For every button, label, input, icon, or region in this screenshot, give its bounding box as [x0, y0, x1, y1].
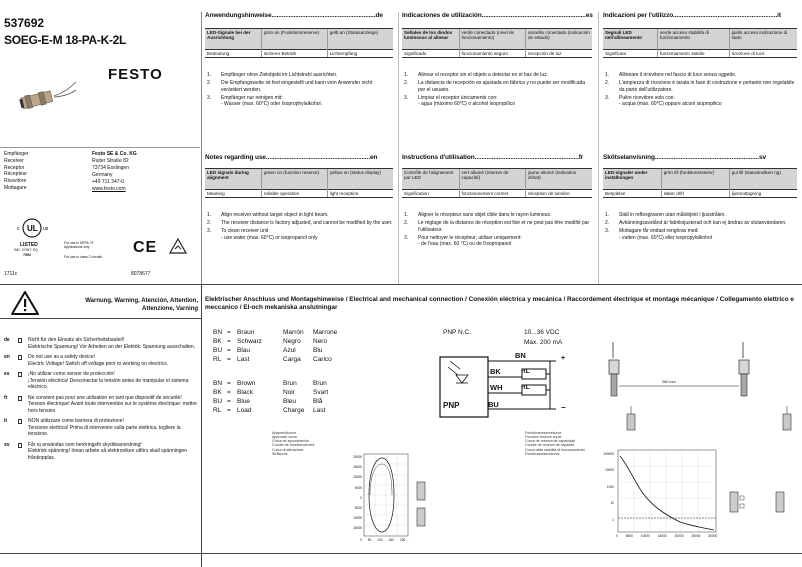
nfpa-note: For use in NFPA 79 Applications only — [64, 241, 94, 250]
curve2-sensor-drawing — [728, 488, 788, 518]
meaning-yellow: ricezione di luce — [729, 49, 797, 57]
festo-logo: FESTO — [108, 66, 163, 83]
wire-row: RL = Last Carga Carico — [213, 356, 332, 364]
electrical-title: Elektrischer Anschluss und Montagehinweise / Electrical and mechanical connection / Conexión eléctrica y mecánica / Raccordement électrique et montage mécanique / Collegamento elettrico e meccanico / El-och mekaniska anslutningar — [205, 296, 794, 312]
company-address — [92, 151, 137, 193]
tick-label: 20000 — [353, 455, 362, 459]
tick-label: 10000 — [605, 468, 614, 473]
led-green: verde conectado (nivel de funcionamiento) — [459, 29, 526, 49]
list-item: 1. Align receiver without target object in light beam. — [207, 212, 329, 218]
rcm-mark-icon — [168, 237, 188, 257]
svg-text:c: c — [17, 226, 20, 232]
product-name: Récepteur — [4, 171, 28, 178]
dimension-label: 260 mm — [662, 380, 676, 384]
product-name: Receiver — [4, 157, 24, 164]
terminal-bn: BN — [515, 351, 526, 360]
product-name: Mottagare — [4, 184, 27, 191]
warning-item: fr Ne convient pas pour une utilisation en tant que dispositif de sécurité! Tension électrique! Avant toute intervention sur le système électrique: mettre hors tension. — [4, 394, 197, 414]
tick-label: 1000 — [606, 484, 614, 489]
section-title: Instructions d'utilisation.............................................................fr — [402, 154, 584, 161]
curve-label: Courbe de réserve de capacité — [525, 443, 575, 448]
list-item: 2. Avkänningsavstånd är fabriksjusterad och kan ej ändras av slutanvändaren. — [605, 220, 787, 226]
ul-sub-text: IND. CONT. EQ. — [14, 248, 39, 252]
curve-label: Approach curve — [272, 435, 298, 440]
tick-label: 1 — [612, 517, 614, 522]
meaning-green: sicherer Betrieb — [261, 49, 327, 57]
instruction-list — [605, 72, 795, 109]
pnp-nc-label: PNP N.C. — [443, 329, 472, 336]
tick-label: 30000 — [708, 534, 718, 538]
meaning-label: Betydelse — [603, 189, 661, 197]
section-en — [205, 154, 393, 282]
warning-item: en Do not use as a safety device! Electric Voltage! Switch off voltage prior to working on electrics. — [4, 354, 168, 367]
tick-label: 20000 — [674, 534, 684, 538]
instruction-list — [404, 72, 590, 109]
svg-text:UL: UL — [27, 224, 38, 233]
curve1-sensor-drawing — [414, 480, 428, 530]
led-green: grön till (funktionsreserv) — [661, 169, 729, 189]
led-header: Segnali LED nell'allineamento — [603, 29, 657, 49]
section-es — [402, 12, 592, 142]
led-header: LED-Signale bei der Ausrichtung — [205, 29, 261, 49]
curve1-labels — [272, 431, 314, 456]
curve-label: Ansprechkurve — [272, 431, 296, 435]
led-table — [205, 169, 393, 197]
led-yellow: gelb an (Statusanzeige) — [327, 29, 393, 49]
tick-label: 0 — [360, 538, 362, 542]
curve-label: Funktionsreservkurva — [525, 451, 560, 456]
meaning-label: Meaning — [205, 189, 261, 197]
list-item: 2. La distancia de recepción es ajustada en fábrica y no puede ser modificada por el usuario. — [404, 80, 586, 93]
meaning-yellow: recepción de luz — [526, 49, 593, 57]
list-item: 1. Alinear el receptor sin el objeto a detectar en el haz de luz. — [404, 72, 549, 78]
curve-label: Curva di attivazione — [272, 447, 304, 452]
warning-title: Warnung, Warning, Atención, Attention, Attenzione, Varning — [85, 298, 198, 313]
section-title: Anwendungshinweise.............................................................de — [205, 12, 383, 19]
company-web[interactable]: www.festo.com — [92, 186, 126, 192]
ul-listed-icon — [14, 218, 50, 244]
curve-label: Function reserve curve — [525, 435, 562, 440]
section-title: Indicaciones de utilización.............................................................es — [402, 12, 593, 19]
curve2-labels — [525, 431, 585, 456]
led-table — [603, 169, 797, 197]
instruction-list — [207, 72, 393, 109]
list-item: 2. Die Empfangsweite ist fest eingestellt und kann vom Anwender nicht verändert werden. — [207, 80, 373, 93]
meaning-yellow: light reception — [327, 189, 393, 197]
list-item: 3. To clean receiver unit - use water (max. 60°C) or isopropanol only — [207, 228, 318, 241]
function-reserve-chart — [600, 448, 720, 538]
led-yellow: yellow on (status display) — [327, 169, 393, 189]
company-phone: +49 711 347-0 — [92, 179, 125, 185]
ul-listed-text: LISTED — [20, 242, 38, 248]
led-green: verde acceso stabilità di funzionamento — [657, 29, 729, 49]
mounting-drawing — [603, 330, 797, 450]
class2-note: For use in class 2 circuits — [64, 255, 103, 259]
doc-code: 1711c — [4, 271, 18, 277]
wire-legend-2 — [213, 379, 328, 415]
led-yellow: gul till (statusindikeri ng) — [729, 169, 797, 189]
tick-label: 100000 — [603, 452, 614, 456]
led-table — [603, 29, 797, 57]
wire-row: BU = Blau Azul Blu — [213, 347, 323, 355]
pnp-label: PNP — [443, 401, 460, 410]
meaning-yellow: ljusmottagning — [729, 189, 797, 197]
wire-row: BN = Brown Brun Brun — [213, 380, 327, 387]
warning-item: de Nicht für den Einsatz als Sicherheitsbauteil! Elektrische Spannung! Vor Arbeiten an der Elektrik: Spannung ausschalten. — [4, 337, 196, 350]
product-name: Empfänger — [4, 151, 29, 157]
ul-code: 7992 — [23, 253, 31, 257]
tick-label: 10 — [610, 501, 614, 506]
sensor-image — [18, 76, 78, 116]
type-code: SOEG-E-M 18-PA-K-2L — [4, 33, 127, 47]
curve-label: Stråkurva — [272, 451, 288, 456]
list-item: 1. Aligner le récepteur sans objet cible dans le rayon lumineux. — [404, 212, 552, 218]
tick-label: 5000 — [354, 506, 362, 511]
curve2-y-ticks — [594, 446, 614, 528]
part-number: 537692 — [4, 16, 45, 30]
curve-label: Courbe de fonctionnement — [272, 443, 315, 448]
led-green: green on (function reserve) — [261, 169, 327, 189]
instruction-list — [404, 212, 590, 249]
led-green: vert allumé (réserve de capacité) — [459, 169, 526, 189]
led-yellow: giallo acceso indicazione di stato — [729, 29, 797, 49]
warning-triangle-icon — [10, 290, 40, 316]
tick-label: 25000 — [691, 534, 701, 538]
tick-label: 10000 — [353, 475, 362, 480]
curve1-y-ticks — [342, 452, 362, 534]
tick-label: 15000 — [657, 534, 667, 538]
wire-legend-1 — [213, 328, 337, 364]
led-header: Contrôle de l'alignement par LED — [402, 169, 459, 189]
list-item: 1. Empfänger ohne Zielobjekt im Lichtstrahl ausrichten. — [207, 72, 338, 78]
warning-item: sv Får ej användas som beröringsfri skyddsanordning! Elektrisk spänning! Innan arbete så elektroniken utförs skall spänningen frånkopplas. — [4, 441, 187, 461]
warning-item: es ¡No utilizar como sensor de protección! ¡Tensión eléctrica! Desconectar la tensión antes de manipular el sistema eléctrico. — [4, 371, 189, 390]
warning-item: it NON utilizzare come barriera di protezione! Tensione elettrica! Prima di intervenire sulla parte elettrica, togliere la tensione. — [4, 418, 181, 437]
section-sv — [603, 154, 797, 282]
curve1-x-ticks — [360, 538, 405, 542]
led-header: Señales de los diodos luminosos al alinear — [402, 29, 459, 49]
product-name: Receptor — [4, 164, 25, 171]
curve-label: Curva de aproximación — [272, 439, 309, 444]
instruction-list — [207, 212, 393, 243]
voltage-label: 10...36 VDC — [524, 329, 560, 336]
led-table — [402, 169, 592, 197]
tick-label: 10000 — [353, 516, 362, 521]
minus-sign: − — [561, 403, 566, 412]
wire-row: BK = Schwarz Negro Nero — [213, 338, 328, 346]
list-item: 3. Pulire ricevitore solo con: - acqua (max. 60°C) oppure alcool isopropilico — [605, 94, 722, 107]
list-item: 3. Empfänger nur reinigen mit: - Wasser (max. 60°C) oder Isoprophylalkohol. — [207, 94, 323, 107]
led-table — [205, 29, 393, 57]
led-table — [402, 29, 592, 57]
section-title: Indicazioni per l'utilizzo.............................................................it — [603, 12, 781, 19]
tick-label: 5000 — [354, 485, 362, 490]
led-header: LED signals during alignment — [205, 169, 261, 189]
instruction-list — [605, 212, 795, 243]
section-title: Notes regarding use.............................................................en — [205, 154, 378, 161]
led-yellow: jaune allumé (indication d'état) — [526, 169, 593, 189]
list-item: 3. Mottagare får endast rengöras med: - vatten (max. 60°C) eller isopropylalkohol — [605, 228, 712, 241]
company-city: 73734 Esslingen — [92, 165, 129, 171]
meaning-label: Bedeutung — [205, 49, 261, 57]
curve-label: Curva de reserva de capacidad — [525, 439, 575, 444]
svg-text:us: us — [43, 226, 49, 232]
product-name: Ricevitore — [4, 178, 27, 184]
company-country: Germany — [92, 172, 113, 178]
meaning-green: reliable operation — [261, 189, 327, 197]
meaning-yellow: Lichtempfang — [327, 49, 393, 57]
wire-row: BN = Braun Marrón Marrone — [213, 329, 338, 336]
wire-row: BU = Blue Bleu Blå — [213, 398, 323, 406]
tick-label: 15000 — [353, 465, 362, 470]
tick-label: 5000 — [625, 534, 633, 538]
meaning-label: Significado — [402, 49, 459, 57]
tick-label: 50 — [367, 538, 372, 542]
led-header: LED-signaler under inställningen — [603, 169, 661, 189]
list-item: 3. Limpiar el receptor únicamente con: - agua (máximo 60°C) o alcohol isopropílico — [404, 94, 516, 107]
list-item: 2. Le réglage de la distance de réception est fixé et ne peut pas être modifié par l'utilisateur. — [404, 220, 590, 233]
curve-label: Funktionsreservekurve — [525, 431, 562, 435]
meaning-yellow: réception de lumière — [526, 189, 593, 197]
list-item: 3. Pour nettoyer le récepteur, utiliser uniquement: - de l'eau (max. 60 °C) ou de l'isopropanol — [404, 234, 522, 247]
list-item: 1. Ställ in reflexgivaren utan målobjekt i ljusstrålen. — [605, 212, 726, 218]
list-item: 2. The receiver distance is factory adjusted, and cannot be modified by the user. — [207, 220, 393, 226]
list-item: 2. L'ampiezza di ricezione è tarata in fase di costruzione e pertanto non regolabile da parte dell'utilizzatore. — [605, 80, 795, 93]
load-label-2: RL — [521, 384, 530, 391]
terminal-bk: BK — [490, 367, 501, 376]
meaning-green: funzionamento stabile — [657, 49, 729, 57]
tick-label: 0 — [616, 534, 618, 538]
meaning-green: fonctionnement correct — [459, 189, 526, 197]
terminal-wh: WH — [490, 383, 503, 392]
terminal-bu: BU — [488, 400, 499, 409]
wire-row: BK = Black Noir Svart — [213, 389, 329, 397]
tick-label: 100 — [377, 538, 383, 542]
section-title: Skötselanvisning.............................................................sv — [603, 154, 766, 161]
current-label: Max. 200 mA — [524, 339, 563, 346]
list-item: 1. Allineare il ricevitore nel fascio di luce senza oggetto. — [605, 72, 737, 78]
ce-mark-icon: CE — [133, 239, 158, 256]
led-yellow: amarillo conectado (indicación de estado) — [526, 29, 593, 49]
product-names — [4, 151, 28, 192]
tick-label: 10000 — [640, 534, 650, 538]
meaning-green: säker drift — [661, 189, 729, 197]
curve2-x-ticks — [616, 534, 717, 538]
curve-label: Curva della stabilità di funzionamento — [525, 447, 585, 452]
load-label-1: RL — [521, 368, 530, 375]
tick-label: 0 — [360, 495, 362, 500]
tick-label: 150 — [388, 538, 394, 542]
led-green: grün an (Funktionsreserve) — [261, 29, 327, 49]
tick-label: 15000 — [353, 526, 362, 531]
section-fr — [402, 154, 592, 282]
company-name: Festo SE & Co. KG — [92, 151, 137, 157]
warning-list — [4, 337, 200, 465]
meaning-green: funcionamiento seguro — [459, 49, 526, 57]
doc-number: 8078677 — [131, 271, 151, 277]
section-de — [205, 12, 393, 142]
tick-label: 200 — [399, 538, 406, 542]
wire-row: RL = Load Charge Last — [213, 407, 326, 415]
plus-sign: + — [561, 355, 566, 362]
section-it — [603, 12, 797, 142]
meaning-label: Significato — [603, 49, 657, 57]
company-street: Ruiter Straße 82 — [92, 158, 129, 164]
meaning-label: Signification — [402, 189, 459, 197]
